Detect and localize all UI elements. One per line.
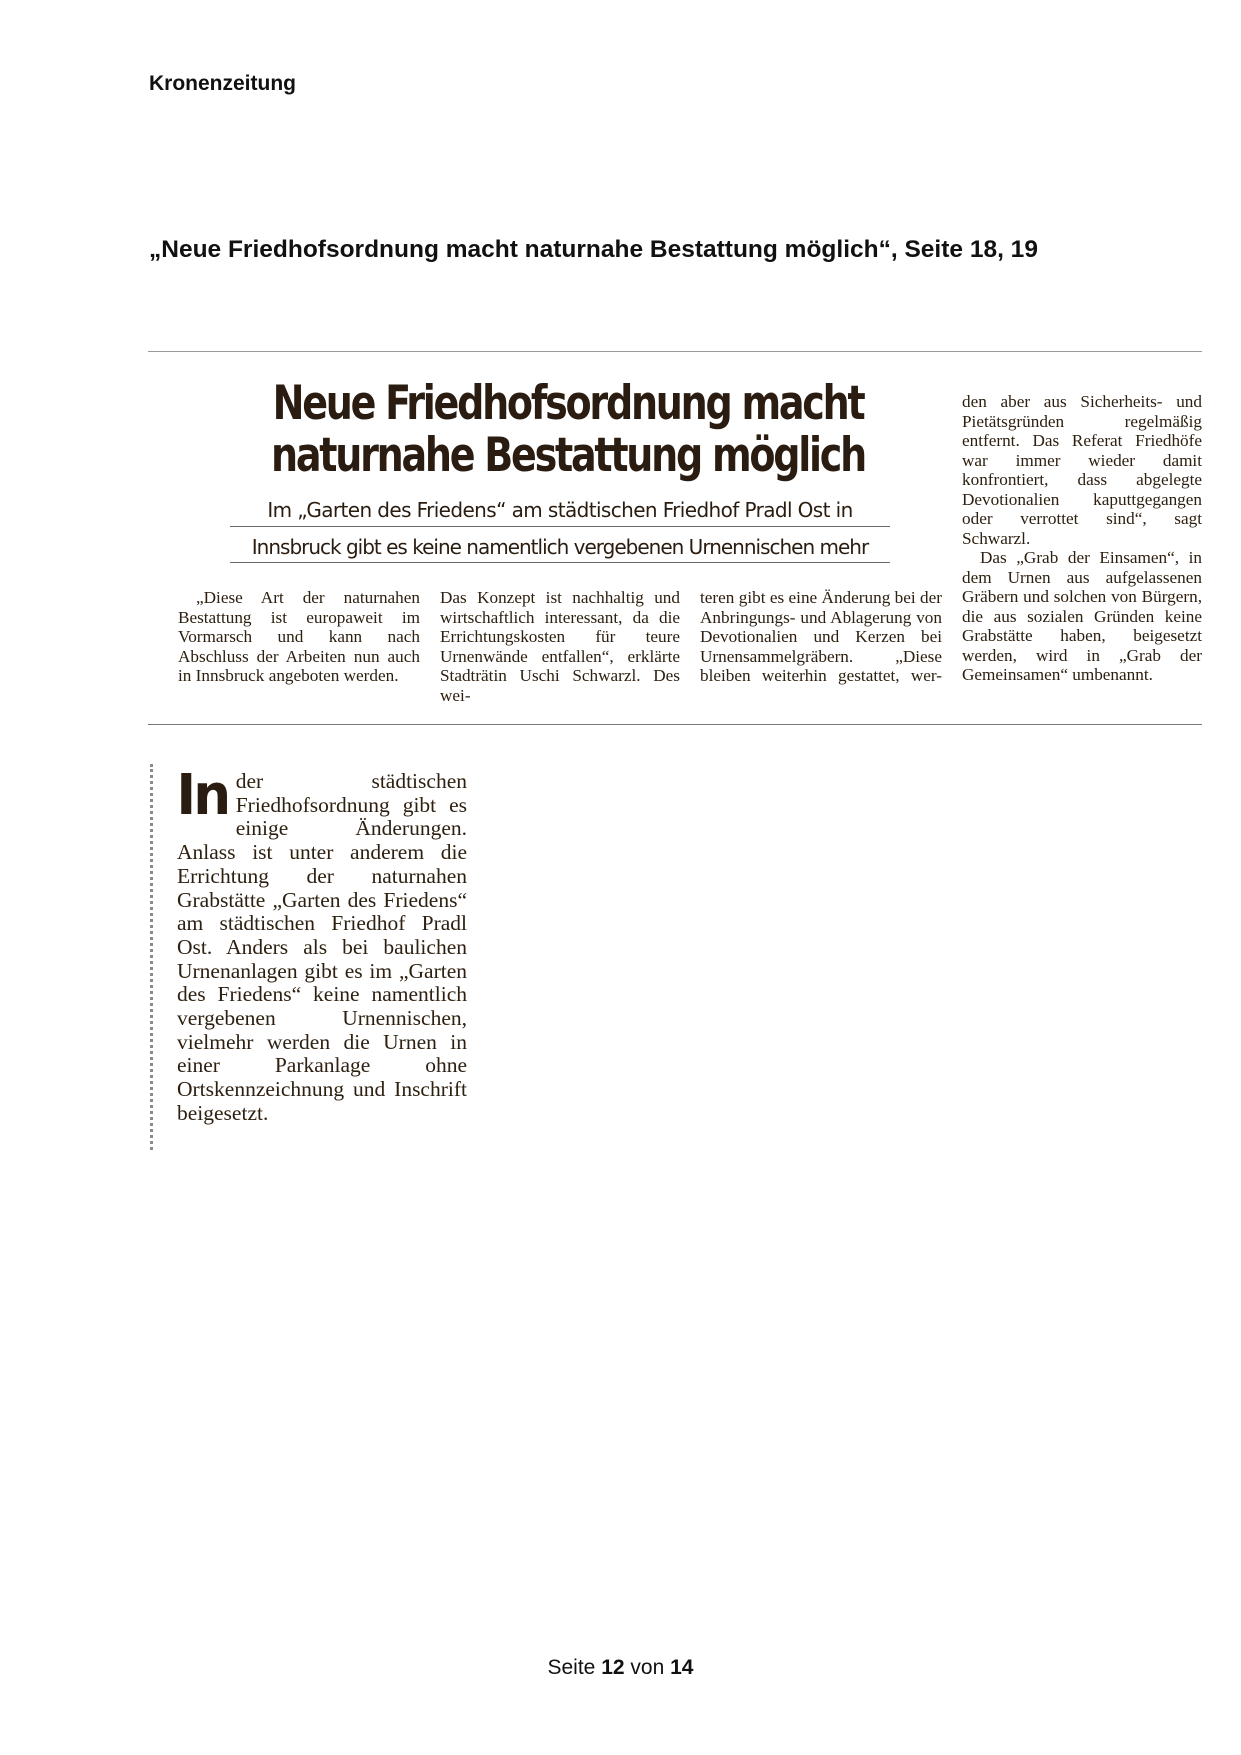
subheadline-line-2: Innsbruck gibt es keine namentlich vergebenen Urnennischen mehr xyxy=(251,535,869,559)
subheadline-divider-2 xyxy=(230,562,890,563)
publication-source: Kronenzeitung xyxy=(149,72,296,95)
subheadline-divider-1 xyxy=(230,526,890,527)
footer-separator: von xyxy=(630,1656,665,1679)
headline-line-1: Neue Friedhofsordnung macht xyxy=(272,376,864,431)
dropcap: In xyxy=(176,763,229,828)
lead-text: der städtischen Friedhofsordnung gibt es einige Änderungen. Anlass ist unter anderem die Errichtung der naturnahen Grabstätte „Garten des Friedens“ am städtischen Friedhof Pradl Ost. Anders als bei baulichen Urnenanlagen gibt es im „Garten des Friedens“ keine namentlich vergebenen Urnennischen, vielmehr werden die Urnen in einer Parkanlage ohne Ortskennzeichnung und Inschrift beigesetzt. xyxy=(177,769,467,1125)
total-pages-number: 14 xyxy=(670,1656,694,1679)
page-footer xyxy=(0,1656,1241,1680)
lead-paragraph xyxy=(176,763,467,1126)
document-title: „Neue Friedhofsordnung macht naturnahe Bestattung möglich“, Seite 18, 19 xyxy=(149,236,1038,263)
footer-prefix: Seite xyxy=(547,1656,596,1679)
top-divider xyxy=(148,351,1202,352)
column-3-text: teren gibt es eine Änderung bei der Anbringungs- und Ablagerung von Devotionalien und Kerzen bei Urnensammelgräbern. „Diese bleiben weiterhin gestattet, wer- xyxy=(700,588,942,685)
bottom-divider xyxy=(148,724,1202,725)
article-headline xyxy=(262,378,874,482)
column-1-text: „Diese Art der naturnahen Bestattung ist europaweit im Vormarsch und kann nach Abschluss der Arbeiten nun auch in Innsbruck angeboten werden. xyxy=(178,588,420,685)
subheadline-line-1: Im „Garten des Friedens“ am städtischen Friedhof Pradl Ost in xyxy=(267,498,853,522)
current-page-number: 12 xyxy=(601,1656,625,1679)
article-column-1 xyxy=(178,588,420,686)
column-2-text: Das Konzept ist nachhaltig und wirtschaftlich interessant, da die Errichtungskosten für teure Urnenwände entfallen“, erklärte Stadträtin Uschi Schwarzl. Des wei- xyxy=(440,588,680,705)
article-column-4 xyxy=(962,392,1202,685)
headline-line-2: naturnahe Bestattung möglich xyxy=(271,428,865,483)
article-column-3 xyxy=(700,588,942,686)
column-4-text: den aber aus Sicherheits- und Pietätsgründen regelmäßig entfernt. Das Referat Friedhöfe war immer wieder damit konfrontiert, dass abgelegte Devotionalien kaputtgegangen oder verrottet sind“, sagt Schwarzl. xyxy=(962,392,1202,548)
dotted-margin-line xyxy=(150,764,153,1150)
column-4-paragraph-2: Das „Grab der Einsamen“, in dem Urnen aus aufgelassenen Gräbern und solchen von Bürgern, die aus sozialen Gründen keine Grabstätte haben, beigesetzt werden, wird in „Grab der Gemeinsamen“ umbenannt. xyxy=(962,548,1202,684)
article-column-2 xyxy=(440,588,680,705)
